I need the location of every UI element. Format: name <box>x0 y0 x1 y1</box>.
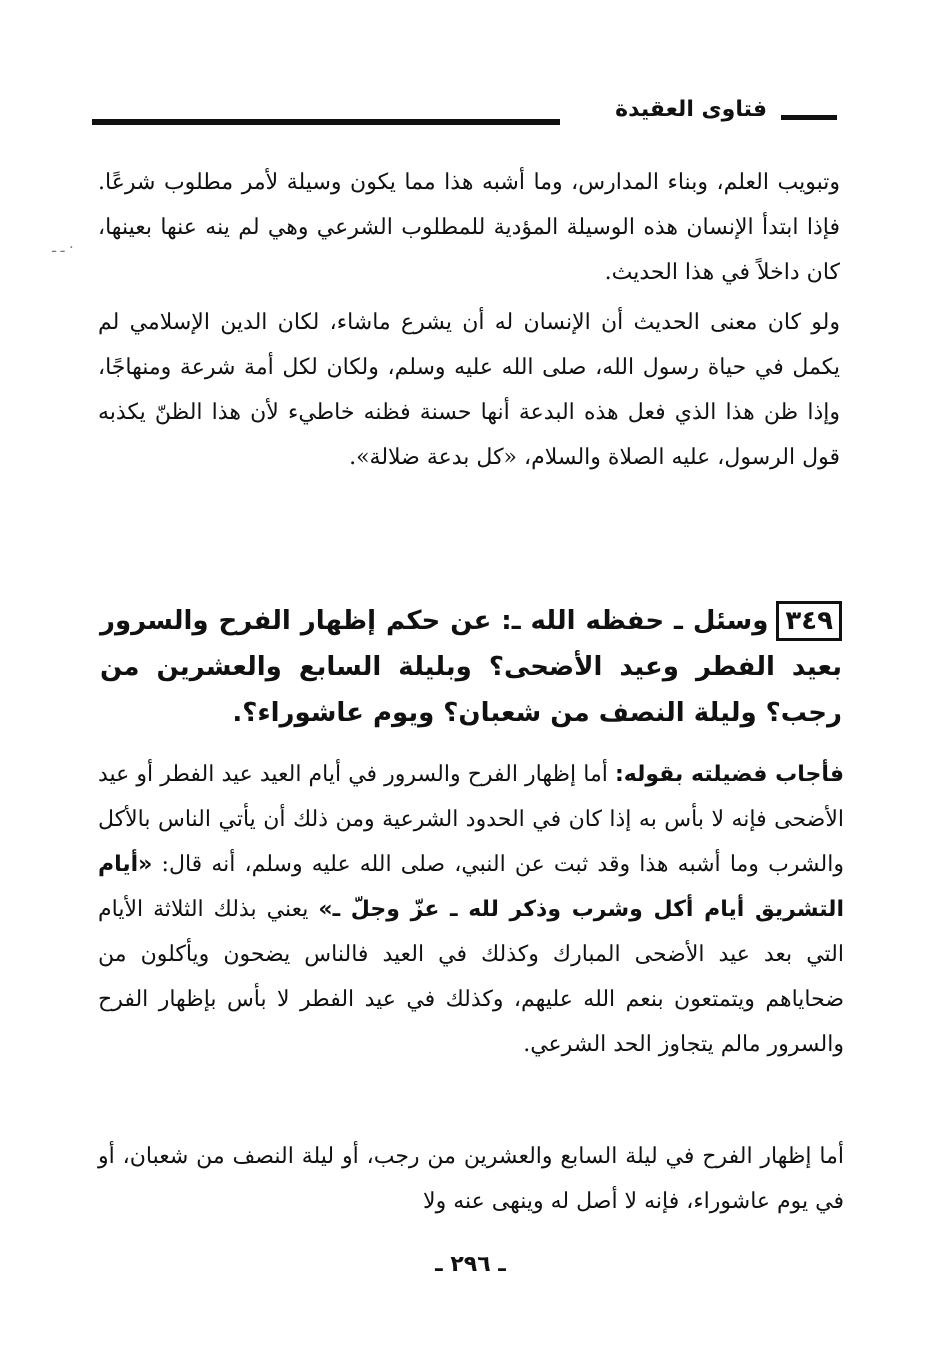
header-title: فتاوى العقيدة <box>615 97 767 122</box>
paragraph-1: وتبويب العلم، وبناء المدارس، وما أشبه هذا مما يكون وسيلة لأمر مطلوب شرعًا. فإذا ابتدأ الإنسان هذه الوسيلة المؤدية للمطلوب الشرعي وهي لم ينه عنها بعينها، كان داخلاً في هذا الحديث. <box>98 170 840 285</box>
answer-part-1: أما إظهار الفرح والسرور في أيام العيد عيد الفطر أو عيد الأضحى فإنه لا بأس به إذا كان في الحدود الشرعية ومن ذلك أن يأتي الناس بالأكل والشرب وما أشبه هذا وقد ثبت عن النبي، صلى الله عليه وسلم، أنه قال: <box>98 762 844 877</box>
margin-speck: ـ ـ · <box>52 240 74 256</box>
hadith-quote: «أيام التشريق أيام أكل وشرب وذكر لله ـ عزّ وجلّ ـ» <box>98 852 844 922</box>
question-number-box: ٣٤٩ <box>776 601 842 641</box>
paragraph-2: ولو كان معنى الحديث أن الإنسان له أن يشرع ماشاء، لكان الدين الإسلامي لم يكمل في حياة رسول الله، صلى الله عليه وسلم، ولكان لكل أمة شرعة ومنهاجًا، وإذا ظن هذا الذي فعل هذه البدعة أنها حسنة فظنه خاطيء لأن هذا الظنّ يكذبه قول الرسول، عليه الصلاة والسلام، «كل بدعة ضلالة». <box>98 310 840 470</box>
answer-lead: فأجاب فضيلته بقوله: <box>614 762 844 787</box>
header-dash <box>781 115 837 120</box>
question-block <box>100 598 842 736</box>
question-text: وسئل ـ حفظه الله ـ: عن حكم إظهار الفرح والسرور بعيد الفطر وعيد الأضحى؟ وبليلة السابع والعشرين من رجب؟ وليلة النصف من شعبان؟ ويوم عاشوراء؟. <box>100 606 842 728</box>
answer-part-2: يعني بذلك الثلاثة الأيام التي بعد عيد الأضحى المبارك وكذلك في العيد فالناس يضحون ويأكلون من ضحاياهم ويتمتعون بنعم الله عليهم، وكذلك في عيد الفطر لا بأس بإظهار الفرح والسرور مالم يتجاوز الحد الشرعي. <box>98 897 844 1057</box>
closing-paragraph: أما إظهار الفرح في ليلة السابع والعشرين من رجب، أو ليلة النصف من شعبان، أو في يوم عاشوراء، فإنه لا أصل له وينهى عنه ولا <box>98 1144 844 1214</box>
answer-paragraph <box>98 752 844 1067</box>
running-header <box>92 95 837 135</box>
page-number: ـ ٢٩٦ ـ <box>435 1252 506 1277</box>
header-rule <box>92 119 560 125</box>
